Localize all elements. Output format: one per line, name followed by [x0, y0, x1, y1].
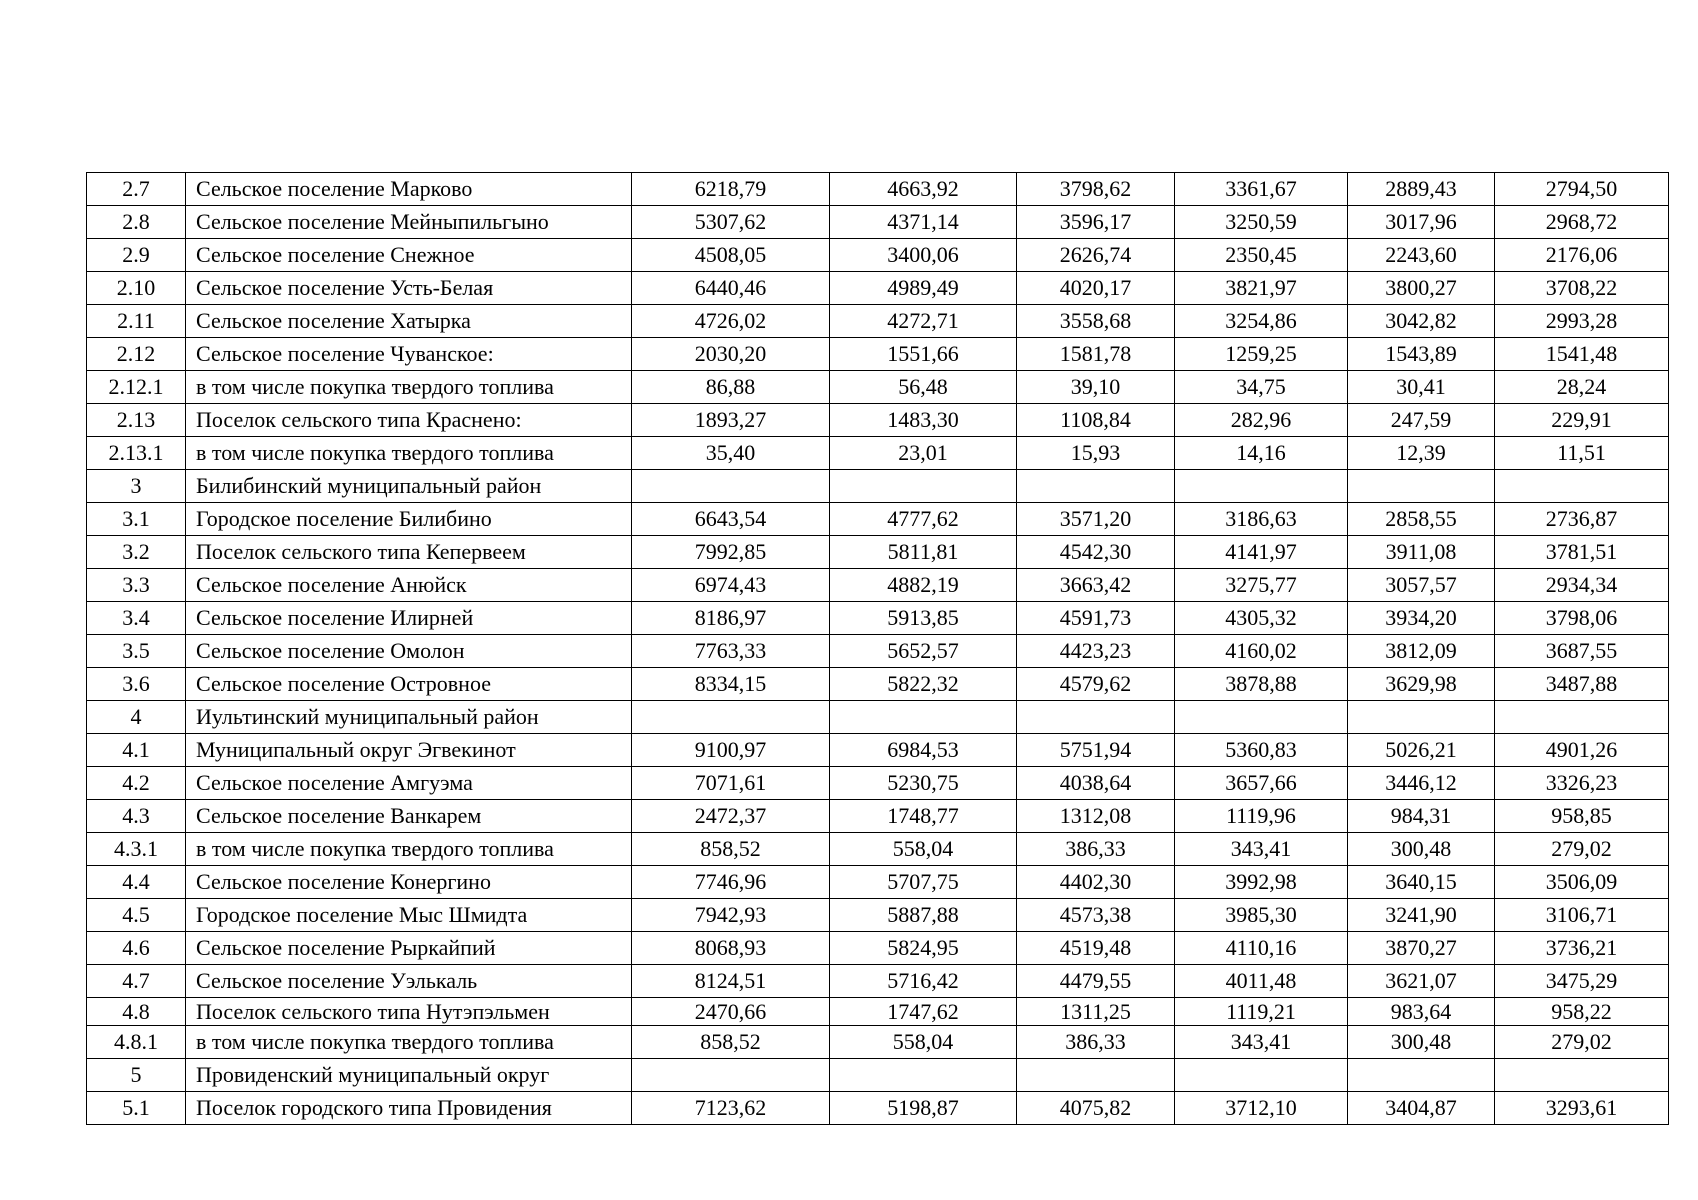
table-row	[87, 272, 1669, 305]
value-cell: 3250,59	[1175, 206, 1348, 239]
value-cell: 3781,51	[1495, 536, 1669, 569]
value-cell: 3911,08	[1348, 536, 1495, 569]
value-cell: 56,48	[830, 371, 1017, 404]
value-cell: 4272,71	[830, 305, 1017, 338]
row-name-cell: Сельское поселение Марково	[186, 173, 632, 206]
table-row	[87, 338, 1669, 371]
value-cell: 343,41	[1175, 1026, 1348, 1059]
value-cell	[1348, 1059, 1495, 1092]
row-name-cell: Билибинский муниципальный район	[186, 470, 632, 503]
row-name-cell: Сельское поселение Рыркайпий	[186, 932, 632, 965]
value-cell: 8186,97	[632, 602, 830, 635]
value-cell: 7071,61	[632, 767, 830, 800]
value-cell: 3400,06	[830, 239, 1017, 272]
value-cell: 2993,28	[1495, 305, 1669, 338]
value-cell: 3878,88	[1175, 668, 1348, 701]
value-cell	[1017, 470, 1175, 503]
row-name-cell: в том числе покупка твердого топлива	[186, 833, 632, 866]
value-cell: 3254,86	[1175, 305, 1348, 338]
row-number-cell: 5.1	[87, 1092, 186, 1125]
value-cell	[1175, 470, 1348, 503]
value-cell: 3057,57	[1348, 569, 1495, 602]
value-cell	[1348, 470, 1495, 503]
row-number-cell: 4	[87, 701, 186, 734]
row-name-cell: Сельское поселение Илирней	[186, 602, 632, 635]
row-name-cell: Сельское поселение Уэлькаль	[186, 965, 632, 998]
value-cell	[1495, 470, 1669, 503]
value-cell: 5887,88	[830, 899, 1017, 932]
value-cell: 2030,20	[632, 338, 830, 371]
table-row	[87, 932, 1669, 965]
row-name-cell: Поселок сельского типа Нутэпэльмен	[186, 998, 632, 1026]
value-cell: 7763,33	[632, 635, 830, 668]
value-cell: 4508,05	[632, 239, 830, 272]
value-cell: 3404,87	[1348, 1092, 1495, 1125]
value-cell: 1747,62	[830, 998, 1017, 1026]
value-cell: 4011,48	[1175, 965, 1348, 998]
value-cell: 8124,51	[632, 965, 830, 998]
value-cell: 300,48	[1348, 833, 1495, 866]
value-cell: 4141,97	[1175, 536, 1348, 569]
table-row	[87, 305, 1669, 338]
row-name-cell: Сельское поселение Амгуэма	[186, 767, 632, 800]
value-cell: 2626,74	[1017, 239, 1175, 272]
row-name-cell: Сельское поселение Анюйск	[186, 569, 632, 602]
value-cell	[830, 1059, 1017, 1092]
row-number-cell: 2.9	[87, 239, 186, 272]
value-cell: 28,24	[1495, 371, 1669, 404]
value-cell: 4882,19	[830, 569, 1017, 602]
value-cell: 858,52	[632, 833, 830, 866]
value-cell: 5230,75	[830, 767, 1017, 800]
value-cell: 2470,66	[632, 998, 830, 1026]
value-cell: 5811,81	[830, 536, 1017, 569]
value-cell: 3708,22	[1495, 272, 1669, 305]
value-cell: 3934,20	[1348, 602, 1495, 635]
value-cell: 2176,06	[1495, 239, 1669, 272]
value-cell: 279,02	[1495, 833, 1669, 866]
value-cell: 3812,09	[1348, 635, 1495, 668]
value-cell: 35,40	[632, 437, 830, 470]
row-number-cell: 4.8	[87, 998, 186, 1026]
value-cell: 343,41	[1175, 833, 1348, 866]
value-cell: 3275,77	[1175, 569, 1348, 602]
value-cell: 3985,30	[1175, 899, 1348, 932]
value-cell: 3106,71	[1495, 899, 1669, 932]
value-cell: 3042,82	[1348, 305, 1495, 338]
value-cell: 1312,08	[1017, 800, 1175, 833]
value-cell: 11,51	[1495, 437, 1669, 470]
value-cell: 4479,55	[1017, 965, 1175, 998]
value-cell: 983,64	[1348, 998, 1495, 1026]
row-number-cell: 4.7	[87, 965, 186, 998]
value-cell: 3326,23	[1495, 767, 1669, 800]
value-cell: 984,31	[1348, 800, 1495, 833]
row-number-cell: 3	[87, 470, 186, 503]
row-number-cell: 3.2	[87, 536, 186, 569]
table-row	[87, 965, 1669, 998]
value-cell: 4020,17	[1017, 272, 1175, 305]
table-row	[87, 800, 1669, 833]
row-name-cell: Поселок сельского типа Краснено:	[186, 404, 632, 437]
row-number-cell: 4.5	[87, 899, 186, 932]
table-row	[87, 1026, 1669, 1059]
table-body	[87, 173, 1669, 1125]
value-cell: 4519,48	[1017, 932, 1175, 965]
value-cell: 4038,64	[1017, 767, 1175, 800]
row-number-cell: 2.13	[87, 404, 186, 437]
value-cell: 2736,87	[1495, 503, 1669, 536]
row-name-cell: Сельское поселение Омолон	[186, 635, 632, 668]
value-cell: 3798,62	[1017, 173, 1175, 206]
value-cell: 958,22	[1495, 998, 1669, 1026]
table-row	[87, 833, 1669, 866]
row-number-cell: 3.4	[87, 602, 186, 635]
value-cell	[632, 470, 830, 503]
row-name-cell: Сельское поселение Снежное	[186, 239, 632, 272]
value-cell: 6440,46	[632, 272, 830, 305]
row-name-cell: Поселок сельского типа Кепервеем	[186, 536, 632, 569]
value-cell: 30,41	[1348, 371, 1495, 404]
value-cell: 2889,43	[1348, 173, 1495, 206]
value-cell	[1175, 701, 1348, 734]
table-row	[87, 470, 1669, 503]
value-cell: 3506,09	[1495, 866, 1669, 899]
table-row	[87, 1059, 1669, 1092]
value-cell: 7992,85	[632, 536, 830, 569]
value-cell: 386,33	[1017, 1026, 1175, 1059]
value-cell: 3657,66	[1175, 767, 1348, 800]
value-cell: 3870,27	[1348, 932, 1495, 965]
value-cell: 229,91	[1495, 404, 1669, 437]
row-number-cell: 4.2	[87, 767, 186, 800]
table-row	[87, 503, 1669, 536]
value-cell	[830, 470, 1017, 503]
value-cell: 3017,96	[1348, 206, 1495, 239]
value-cell: 5652,57	[830, 635, 1017, 668]
value-cell: 1259,25	[1175, 338, 1348, 371]
value-cell	[1495, 1059, 1669, 1092]
value-cell: 6984,53	[830, 734, 1017, 767]
value-cell: 3663,42	[1017, 569, 1175, 602]
row-name-cell: Муниципальный округ Эгвекинот	[186, 734, 632, 767]
row-number-cell: 3.5	[87, 635, 186, 668]
row-name-cell: Городское поселение Мыс Шмидта	[186, 899, 632, 932]
value-cell: 3241,90	[1348, 899, 1495, 932]
row-number-cell: 4.6	[87, 932, 186, 965]
value-cell: 3293,61	[1495, 1092, 1669, 1125]
value-cell: 15,93	[1017, 437, 1175, 470]
value-cell: 4591,73	[1017, 602, 1175, 635]
row-number-cell: 2.13.1	[87, 437, 186, 470]
value-cell: 858,52	[632, 1026, 830, 1059]
value-cell: 3475,29	[1495, 965, 1669, 998]
row-number-cell: 2.11	[87, 305, 186, 338]
data-table	[86, 172, 1669, 1125]
value-cell: 5026,21	[1348, 734, 1495, 767]
value-cell: 6974,43	[632, 569, 830, 602]
value-cell: 4542,30	[1017, 536, 1175, 569]
row-number-cell: 4.3.1	[87, 833, 186, 866]
value-cell	[1017, 701, 1175, 734]
value-cell: 3821,97	[1175, 272, 1348, 305]
table-row	[87, 206, 1669, 239]
value-cell: 39,10	[1017, 371, 1175, 404]
value-cell: 1119,21	[1175, 998, 1348, 1026]
value-cell: 386,33	[1017, 833, 1175, 866]
value-cell: 7123,62	[632, 1092, 830, 1125]
value-cell: 5913,85	[830, 602, 1017, 635]
value-cell: 3361,67	[1175, 173, 1348, 206]
row-name-cell: Сельское поселение Хатырка	[186, 305, 632, 338]
value-cell: 1541,48	[1495, 338, 1669, 371]
table-row	[87, 635, 1669, 668]
value-cell: 1551,66	[830, 338, 1017, 371]
value-cell: 2794,50	[1495, 173, 1669, 206]
value-cell: 5822,32	[830, 668, 1017, 701]
value-cell: 8068,93	[632, 932, 830, 965]
value-cell: 5307,62	[632, 206, 830, 239]
value-cell: 558,04	[830, 1026, 1017, 1059]
value-cell: 3640,15	[1348, 866, 1495, 899]
value-cell: 3712,10	[1175, 1092, 1348, 1125]
row-number-cell: 3.3	[87, 569, 186, 602]
table-row	[87, 437, 1669, 470]
table-row	[87, 173, 1669, 206]
row-number-cell: 4.1	[87, 734, 186, 767]
value-cell: 4160,02	[1175, 635, 1348, 668]
row-number-cell: 2.10	[87, 272, 186, 305]
row-name-cell: в том числе покупка твердого топлива	[186, 371, 632, 404]
value-cell: 86,88	[632, 371, 830, 404]
value-cell: 3186,63	[1175, 503, 1348, 536]
value-cell: 23,01	[830, 437, 1017, 470]
row-name-cell: Городское поселение Билибино	[186, 503, 632, 536]
table-row	[87, 536, 1669, 569]
value-cell	[1495, 701, 1669, 734]
value-cell: 4989,49	[830, 272, 1017, 305]
value-cell: 4573,38	[1017, 899, 1175, 932]
row-number-cell: 4.3	[87, 800, 186, 833]
table-row	[87, 899, 1669, 932]
row-name-cell: в том числе покупка твердого топлива	[186, 437, 632, 470]
value-cell: 958,85	[1495, 800, 1669, 833]
value-cell: 4371,14	[830, 206, 1017, 239]
value-cell: 247,59	[1348, 404, 1495, 437]
value-cell: 4777,62	[830, 503, 1017, 536]
value-cell: 34,75	[1175, 371, 1348, 404]
table-row	[87, 767, 1669, 800]
value-cell: 3621,07	[1348, 965, 1495, 998]
row-number-cell: 2.12.1	[87, 371, 186, 404]
value-cell: 3629,98	[1348, 668, 1495, 701]
value-cell: 1108,84	[1017, 404, 1175, 437]
value-cell: 1119,96	[1175, 800, 1348, 833]
row-number-cell: 2.12	[87, 338, 186, 371]
row-number-cell: 3.1	[87, 503, 186, 536]
row-number-cell: 4.8.1	[87, 1026, 186, 1059]
value-cell: 3800,27	[1348, 272, 1495, 305]
value-cell: 7942,93	[632, 899, 830, 932]
value-cell	[632, 1059, 830, 1092]
row-name-cell: Сельское поселение Усть-Белая	[186, 272, 632, 305]
row-name-cell: Сельское поселение Чуванское:	[186, 338, 632, 371]
table-row	[87, 1092, 1669, 1125]
table-row	[87, 371, 1669, 404]
value-cell	[1348, 701, 1495, 734]
row-name-cell: Сельское поселение Мейныпильгыно	[186, 206, 632, 239]
row-name-cell: Сельское поселение Ванкарем	[186, 800, 632, 833]
row-number-cell: 3.6	[87, 668, 186, 701]
row-number-cell: 4.4	[87, 866, 186, 899]
value-cell: 7746,96	[632, 866, 830, 899]
value-cell: 5360,83	[1175, 734, 1348, 767]
table-row	[87, 701, 1669, 734]
value-cell: 2472,37	[632, 800, 830, 833]
row-number-cell: 5	[87, 1059, 186, 1092]
row-name-cell: в том числе покупка твердого топлива	[186, 1026, 632, 1059]
value-cell: 5707,75	[830, 866, 1017, 899]
value-cell: 4579,62	[1017, 668, 1175, 701]
value-cell: 1581,78	[1017, 338, 1175, 371]
value-cell	[632, 701, 830, 734]
value-cell: 4110,16	[1175, 932, 1348, 965]
value-cell: 3571,20	[1017, 503, 1175, 536]
value-cell: 8334,15	[632, 668, 830, 701]
table-row	[87, 734, 1669, 767]
value-cell: 4402,30	[1017, 866, 1175, 899]
value-cell: 6218,79	[632, 173, 830, 206]
value-cell: 279,02	[1495, 1026, 1669, 1059]
value-cell: 282,96	[1175, 404, 1348, 437]
value-cell: 3992,98	[1175, 866, 1348, 899]
value-cell: 300,48	[1348, 1026, 1495, 1059]
row-name-cell: Поселок городского типа Провидения	[186, 1092, 632, 1125]
value-cell: 4075,82	[1017, 1092, 1175, 1125]
value-cell: 2968,72	[1495, 206, 1669, 239]
value-cell: 2858,55	[1348, 503, 1495, 536]
table-row	[87, 668, 1669, 701]
row-name-cell: Сельское поселение Островное	[186, 668, 632, 701]
value-cell: 3798,06	[1495, 602, 1669, 635]
value-cell: 5198,87	[830, 1092, 1017, 1125]
value-cell: 4663,92	[830, 173, 1017, 206]
value-cell: 2934,34	[1495, 569, 1669, 602]
value-cell: 4901,26	[1495, 734, 1669, 767]
value-cell: 1311,25	[1017, 998, 1175, 1026]
row-name-cell: Сельское поселение Конергино	[186, 866, 632, 899]
value-cell: 1483,30	[830, 404, 1017, 437]
table-row	[87, 866, 1669, 899]
table-row	[87, 404, 1669, 437]
value-cell: 5716,42	[830, 965, 1017, 998]
value-cell: 4726,02	[632, 305, 830, 338]
value-cell: 2350,45	[1175, 239, 1348, 272]
value-cell: 4423,23	[1017, 635, 1175, 668]
value-cell: 5824,95	[830, 932, 1017, 965]
value-cell: 5751,94	[1017, 734, 1175, 767]
table-row	[87, 998, 1669, 1026]
row-number-cell: 2.8	[87, 206, 186, 239]
value-cell: 14,16	[1175, 437, 1348, 470]
table-row	[87, 602, 1669, 635]
value-cell: 9100,97	[632, 734, 830, 767]
value-cell: 12,39	[1348, 437, 1495, 470]
value-cell: 3558,68	[1017, 305, 1175, 338]
value-cell: 558,04	[830, 833, 1017, 866]
table-row	[87, 569, 1669, 602]
value-cell: 1748,77	[830, 800, 1017, 833]
value-cell: 6643,54	[632, 503, 830, 536]
value-cell: 1543,89	[1348, 338, 1495, 371]
row-name-cell: Провиденский муниципальный округ	[186, 1059, 632, 1092]
value-cell: 3596,17	[1017, 206, 1175, 239]
value-cell: 3736,21	[1495, 932, 1669, 965]
value-cell: 3446,12	[1348, 767, 1495, 800]
row-number-cell: 2.7	[87, 173, 186, 206]
value-cell	[1175, 1059, 1348, 1092]
value-cell: 4305,32	[1175, 602, 1348, 635]
row-name-cell: Иультинский муниципальный район	[186, 701, 632, 734]
value-cell: 1893,27	[632, 404, 830, 437]
value-cell: 3487,88	[1495, 668, 1669, 701]
value-cell: 3687,55	[1495, 635, 1669, 668]
value-cell: 2243,60	[1348, 239, 1495, 272]
table-row	[87, 239, 1669, 272]
value-cell	[1017, 1059, 1175, 1092]
value-cell	[830, 701, 1017, 734]
